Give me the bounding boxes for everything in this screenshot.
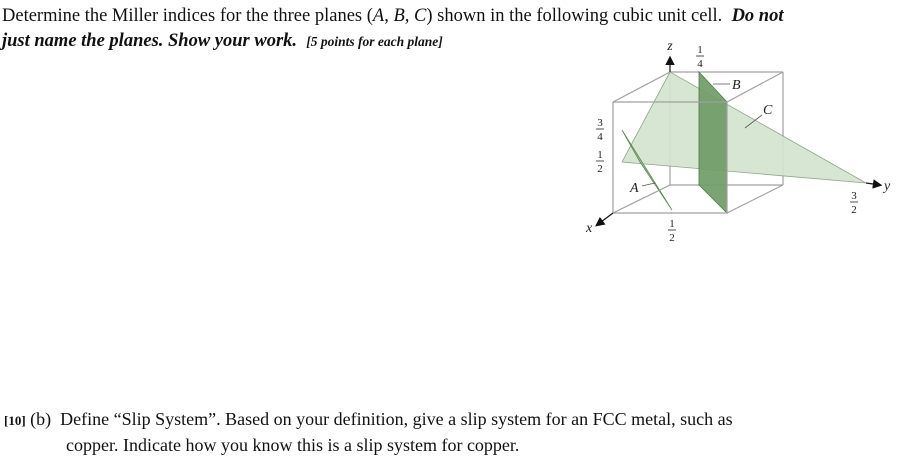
svg-text:2: 2 xyxy=(851,204,857,216)
svg-text:4: 4 xyxy=(597,131,603,143)
svg-text:4: 4 xyxy=(697,58,703,70)
separator: , xyxy=(384,6,394,26)
svg-text:3: 3 xyxy=(851,190,857,202)
fraction-z-top xyxy=(696,44,704,70)
plane-b xyxy=(699,72,727,213)
part-b-line-1 xyxy=(4,407,733,433)
part-b-text-1: Define “Slip System”. Based on your definition, give a slip system for an FCC metal, such as xyxy=(60,409,733,429)
fraction-left-lower xyxy=(596,149,604,175)
svg-text:1: 1 xyxy=(669,218,675,230)
svg-text:1: 1 xyxy=(597,149,603,161)
instruction-bold-2: just name the planes. Show your work. xyxy=(2,31,298,51)
plane-b-label: B xyxy=(732,78,741,93)
plane-c-label: C xyxy=(763,103,773,118)
svg-text:2: 2 xyxy=(669,232,675,244)
plane-a-ref: A xyxy=(372,6,385,26)
points-note: [5 points for each plane] xyxy=(306,34,443,49)
part-b xyxy=(4,407,733,457)
part-b-label: (b) xyxy=(30,409,52,429)
question-text-after: ) shown in the following cubic unit cell. xyxy=(426,6,723,26)
plane-c xyxy=(622,72,866,183)
y-axis xyxy=(866,183,880,185)
plane-b-label-group xyxy=(713,78,741,93)
plane-b-ref: B xyxy=(393,6,405,26)
instruction-bold-1: Do not xyxy=(731,6,784,26)
y-axis-label: y xyxy=(884,179,891,194)
svg-text:2: 2 xyxy=(597,163,603,175)
x-axis xyxy=(597,213,613,225)
x-axis-label: x xyxy=(586,221,593,236)
svg-text:1: 1 xyxy=(697,44,703,56)
part-b-text-2: copper. Indicate how you know this is a slip system for copper. xyxy=(66,435,520,455)
fraction-left-upper xyxy=(596,117,604,143)
fraction-y-right xyxy=(850,190,858,216)
z-axis-label: z xyxy=(667,39,673,54)
plane-c-ref: C xyxy=(414,6,427,26)
separator: , xyxy=(404,6,415,26)
plane-a-label: A xyxy=(630,181,639,196)
svg-text:3: 3 xyxy=(597,117,603,129)
fraction-bottom xyxy=(668,218,676,244)
part-b-points: [10] xyxy=(4,413,26,428)
part-b-line-2 xyxy=(4,433,733,457)
question-text: Determine the Miller indices for the three planes ( xyxy=(2,6,373,26)
